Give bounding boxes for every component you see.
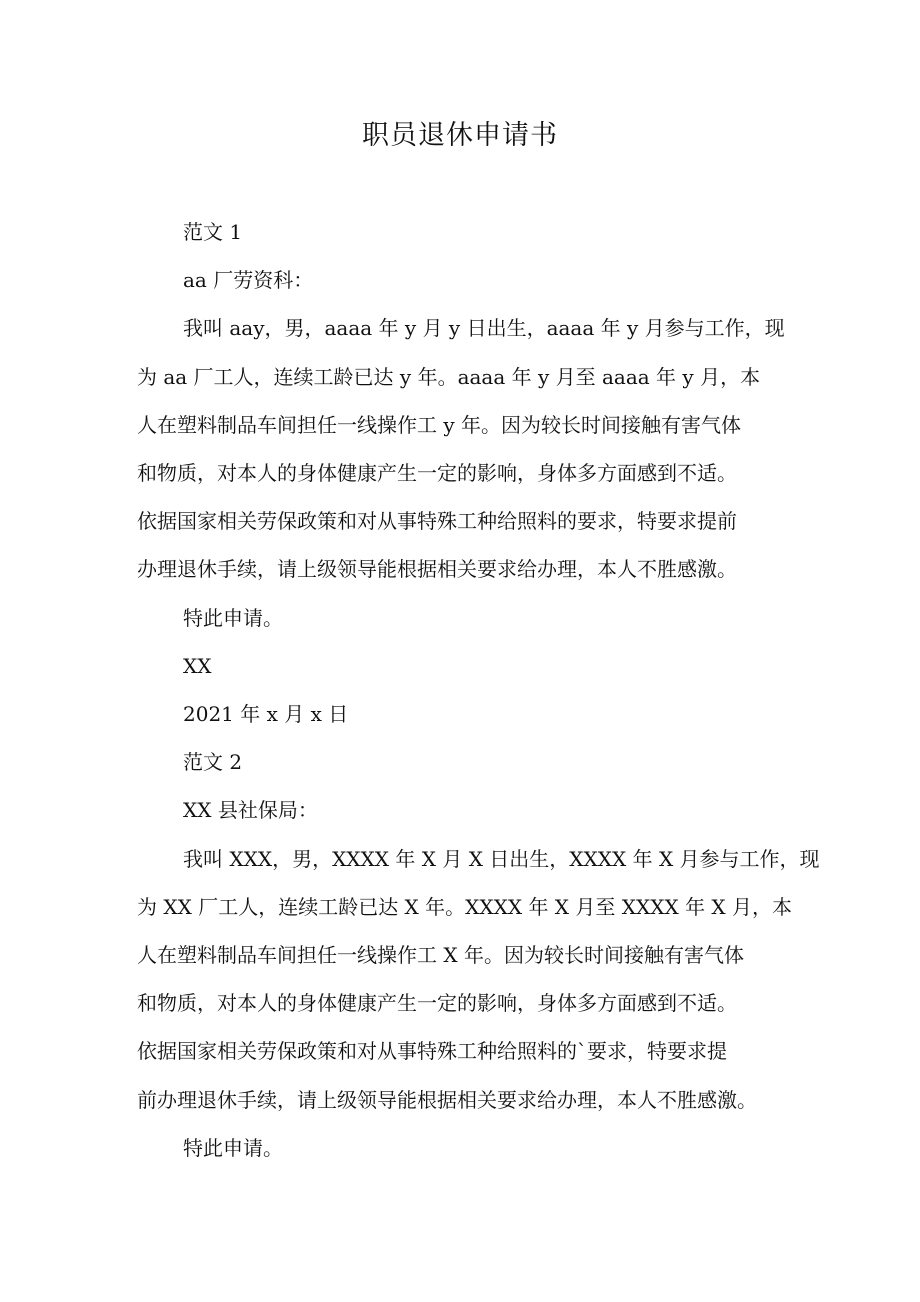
body-line: 和物质，对本人的身体健康产生一定的影响，身体多方面感到不适。	[137, 461, 737, 486]
document-title: 职员退休申请书	[362, 120, 558, 151]
body-line: 前办理退休手续，请上级领导能根据相关要求给办理，本人不胜感激。	[137, 1087, 757, 1112]
closing-line: 特此申请。	[183, 605, 283, 630]
body-line: 依据国家相关劳保政策和对从事特殊工种给照料的要求，特要求提前	[137, 509, 737, 534]
body-line: 人在塑料制品车间担任一线操作工 y 年。因为较长时间接触有害气体	[137, 412, 742, 437]
body-line: 人在塑料制品车间担任一线操作工 X 年。因为较长时间接触有害气体	[137, 943, 744, 968]
date-line: 2021 年 x 月 x 日	[183, 702, 349, 727]
body-line: 办理退休手续，请上级领导能根据相关要求给办理，本人不胜感激。	[137, 557, 737, 582]
body-line: 我叫 aay，男，aaaa 年 y 月 y 日出生，aaaa 年 y 月参与工作，现	[183, 316, 785, 341]
closing-line: 特此申请。	[183, 1135, 283, 1160]
body-line: 和物质，对本人的身体健康产生一定的影响，身体多方面感到不适。	[137, 991, 737, 1016]
document-body	[137, 208, 820, 1172]
body-line: 为 XX 厂工人，连续工龄已达 X 年。XXXX 年 X 月至 XXXX 年 X 月，本	[137, 894, 793, 919]
body-line: 依据国家相关劳保政策和对从事特殊工种给照料的`要求，特要求提	[137, 1039, 727, 1064]
sample-heading-2: 范文 2	[183, 750, 243, 775]
signature: XX	[183, 653, 212, 678]
sample-heading-1: 范文 1	[183, 220, 243, 244]
salutation-1: aa 厂劳资科：	[183, 268, 314, 293]
body-line: 为 aa 厂工人，连续工龄已达 y 年。aaaa 年 y 月至 aaaa 年 y 月，本	[137, 364, 761, 389]
body-line: 我叫 XXX，男，XXXX 年 X 月 X 日出生，XXXX 年 X 月参与工作，现	[183, 846, 820, 871]
salutation-2: XX 县社保局：	[183, 798, 318, 823]
